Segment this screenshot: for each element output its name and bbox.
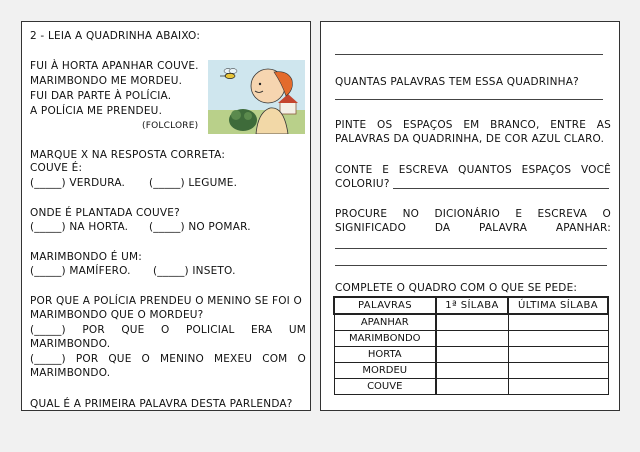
- table-title: COMPLETE O QUADRO COM O QUE SE PEDE:: [335, 282, 578, 294]
- poem-line-1: FUI À HORTA APANHAR COUVE.: [30, 60, 199, 72]
- poem-line-3: FUI DAR PARTE À POLÍCIA.: [30, 90, 172, 102]
- table-row: [334, 347, 608, 363]
- paint-instruction-line-1: PINTE OS ESPAÇOS EM BRANCO, ENTRE AS: [335, 119, 611, 131]
- question-4-option-a-line-1: (_____) POR QUE O POLICIAL ERA UM: [30, 324, 306, 336]
- question-1-option-a: (_____) VERDURA.: [30, 177, 126, 189]
- question-4-option-a-line-2: MARIMBONDO.: [30, 338, 111, 350]
- poem-source: (FOLCLORE): [142, 121, 199, 131]
- answer-line: [393, 188, 609, 189]
- table-row: [334, 363, 608, 379]
- question-3-option-b: (_____) INSETO.: [153, 265, 236, 277]
- first-syllable-cell[interactable]: [436, 331, 508, 347]
- answer-line: [335, 265, 607, 266]
- question-1-prompt: COUVE É:: [30, 162, 83, 174]
- table-row: [334, 379, 608, 395]
- first-syllable-cell[interactable]: [436, 379, 508, 395]
- poem-line-2: MARIMBONDO ME MORDEU.: [30, 75, 183, 87]
- word-cell: MARIMBONDO: [334, 331, 436, 347]
- word-cell: APANHAR: [334, 314, 436, 331]
- left-worksheet-panel: [21, 21, 311, 411]
- table-row: [334, 331, 608, 347]
- last-syllable-cell[interactable]: [508, 363, 608, 379]
- question-4-prompt-line-2: MARIMBONDO QUE O MORDEU?: [30, 309, 204, 321]
- dictionary-question-line-2: SIGNIFICADO DA PALAVRA APANHAR:: [335, 222, 611, 234]
- answer-line: [335, 99, 603, 100]
- first-syllable-cell[interactable]: [436, 363, 508, 379]
- dictionary-question-line-1: PROCURE NO DICIONÁRIO E ESCREVA O: [335, 208, 611, 220]
- answer-line: [335, 54, 603, 55]
- boy-and-wasp-illustration: [208, 60, 305, 134]
- question-3-option-a: (_____) MAMÍFERO.: [30, 265, 131, 277]
- count-question-line-2: COLORIU?: [335, 178, 390, 190]
- word-cell: HORTA: [334, 347, 436, 363]
- table-header-row: [334, 297, 608, 314]
- question-2-option-a: (_____) NA HORTA.: [30, 221, 129, 233]
- word-cell: COUVE: [334, 379, 436, 395]
- right-worksheet-panel: [320, 21, 620, 411]
- table-header: PALAVRAS: [334, 297, 436, 314]
- word-count-question: QUANTAS PALAVRAS TEM ESSA QUADRINHA?: [335, 76, 579, 88]
- word-cell: MORDEU: [334, 363, 436, 379]
- last-syllable-cell[interactable]: [508, 314, 608, 331]
- question-1-option-b: (_____) LEGUME.: [149, 177, 238, 189]
- question-2-option-b: (_____) NO POMAR.: [149, 221, 251, 233]
- exercise-heading: 2 - LEIA A QUADRINHA ABAIXO:: [30, 30, 201, 42]
- last-syllable-cell[interactable]: [508, 331, 608, 347]
- poem-line-4: A POLÍCIA ME PRENDEU.: [30, 105, 163, 117]
- question-3-prompt: MARIMBONDO É UM:: [30, 251, 142, 263]
- table-row: [334, 314, 608, 331]
- syllable-table: [333, 296, 609, 395]
- mark-instruction: MARQUE X NA RESPOSTA CORRETA:: [30, 149, 226, 161]
- last-syllable-cell[interactable]: [508, 347, 608, 363]
- paint-instruction-line-2: PALAVRAS DA QUADRINHA, DE COR AZUL CLARO.: [335, 133, 605, 145]
- first-syllable-cell[interactable]: [436, 347, 508, 363]
- question-2-prompt: ONDE É PLANTADA COUVE?: [30, 207, 180, 219]
- table-header: 1ª SÍLABA: [436, 297, 508, 314]
- first-syllable-cell[interactable]: [436, 314, 508, 331]
- count-question-line-1: CONTE E ESCREVA QUANTOS ESPAÇOS VOCÊ: [335, 164, 611, 176]
- table-header: ÚLTIMA SÍLABA: [508, 297, 608, 314]
- last-syllable-cell[interactable]: [508, 379, 608, 395]
- question-5-prompt: QUAL É A PRIMEIRA PALAVRA DESTA PARLENDA?: [30, 398, 293, 410]
- answer-line: [335, 248, 607, 249]
- question-4-option-b-line-2: MARIMBONDO.: [30, 367, 111, 379]
- question-4-option-b-line-1: (_____) POR QUE O MENINO MEXEU COM O: [30, 353, 306, 365]
- question-4-prompt-line-1: POR QUE A POLÍCIA PRENDEU O MENINO SE FOI O: [30, 295, 302, 307]
